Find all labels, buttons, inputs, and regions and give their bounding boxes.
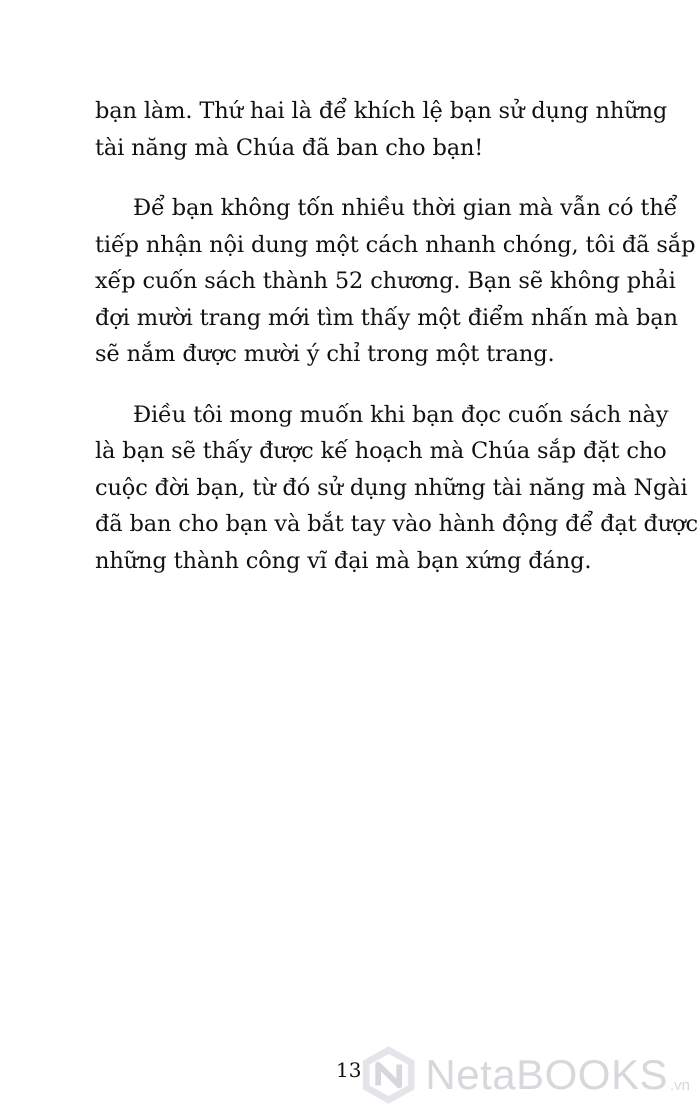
text-line: xếp cuốn sách thành 52 chương. Bạn sẽ không phải xyxy=(95,268,676,294)
text-line: những thành công vĩ đại mà bạn xứng đáng. xyxy=(95,547,592,574)
paragraph xyxy=(95,190,696,373)
text-line: đã ban cho bạn và bắt tay vào hành động để đạt được xyxy=(95,511,698,537)
paragraph-continuation xyxy=(95,93,668,166)
text-line: tiếp nhận nội dung một cách nhanh chóng, tôi đã sắp xyxy=(95,231,696,258)
text-line: đợi mười trang mới tìm thấy một điểm nhấn mà bạn xyxy=(95,304,678,331)
watermark xyxy=(360,1040,690,1110)
text-line: cuộc đời bạn, từ đó sử dụng những tài năng mà Ngài xyxy=(95,474,688,501)
text-line: sẽ nắm được mười ý chỉ trong một trang. xyxy=(95,341,555,367)
watermark-suffix: .vn xyxy=(669,1077,690,1094)
text-line: tài năng mà Chúa đã ban cho bạn! xyxy=(95,134,484,161)
watermark-text: NetaBOOKS xyxy=(425,1051,668,1098)
netabooks-logo-icon xyxy=(360,1043,417,1107)
paragraph xyxy=(95,397,698,580)
text-line: Để bạn không tốn nhiều thời gian mà vẫn có thể xyxy=(133,195,678,221)
text-line: bạn làm. Thứ hai là để khích lệ bạn sử dụng những xyxy=(95,98,668,124)
page-number: 13 xyxy=(336,1058,362,1082)
text-line: Điều tôi mong muốn khi bạn đọc cuốn sách này xyxy=(133,401,669,428)
text-line: là bạn sẽ thấy được kế hoạch mà Chúa sắp đặt cho xyxy=(95,438,667,464)
page-body xyxy=(95,93,698,603)
